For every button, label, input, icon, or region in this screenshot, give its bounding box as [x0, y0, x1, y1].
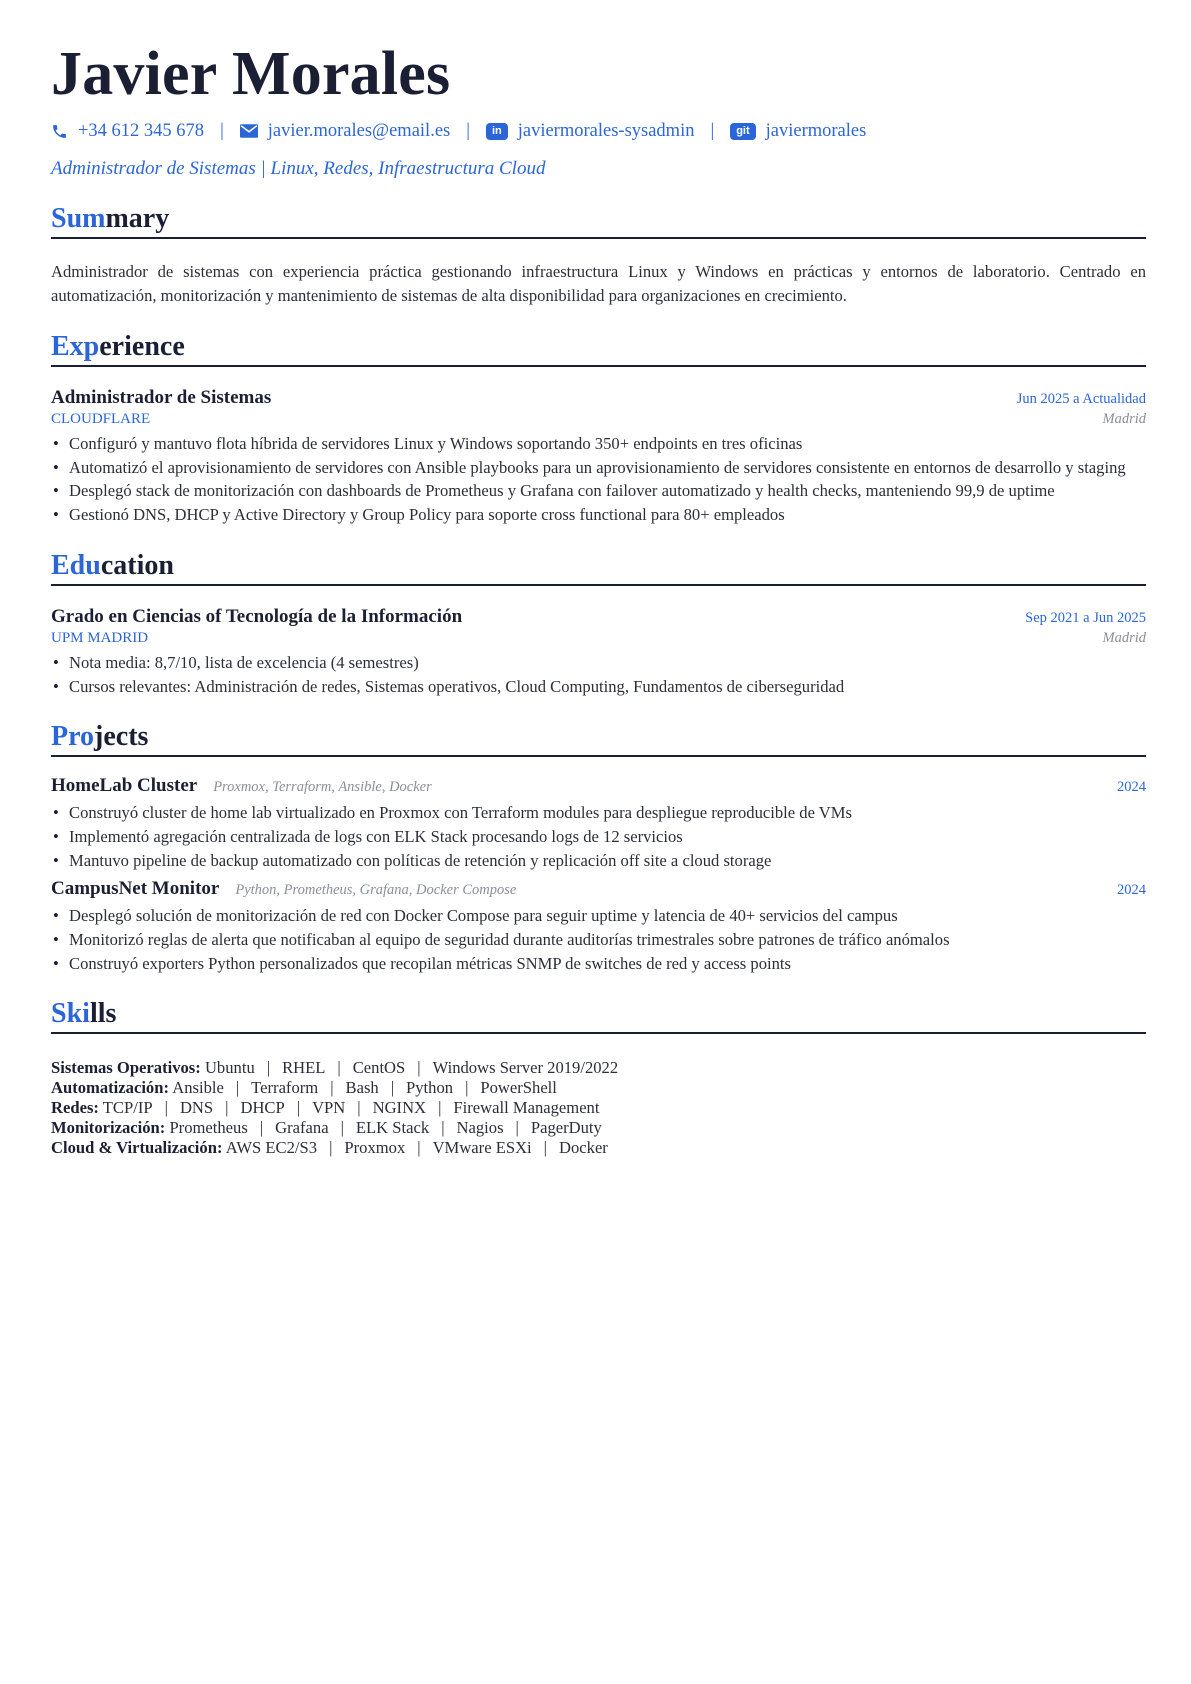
- tagline: Administrador de Sistemas | Linux, Redes, Infraestructura Cloud: [51, 158, 546, 179]
- skill-separator: |: [340, 1117, 344, 1137]
- list-item: • Gestionó DNS, DHCP y Active Directory y Group Policy para soporte cross functional para 80+ empleados: [51, 503, 1146, 527]
- skill-separator: |: [164, 1098, 168, 1118]
- project-tech: Proxmox, Terraform, Ansible, Docker: [213, 779, 432, 796]
- skill-separator: |: [259, 1117, 264, 1137]
- skill-separator: |: [235, 1078, 240, 1098]
- bullet-list: [51, 432, 1146, 527]
- skill-label: Cloud & Virtualización:: [51, 1137, 223, 1157]
- phone-icon: [51, 123, 68, 140]
- resume-page: [51, 36, 1146, 1157]
- skill-separator: |: [266, 1058, 271, 1078]
- skill-item: DHCP: [240, 1098, 285, 1118]
- skill-item: Windows Server 2019/2022: [432, 1058, 619, 1078]
- email-text: javier.morales@email.es: [267, 120, 451, 141]
- section-summary: [51, 202, 1146, 308]
- skill-item: CentOS: [352, 1058, 406, 1078]
- project-year: 2024: [1117, 779, 1146, 796]
- project-name: CampusNet Monitor Python, Prometheus, Grafana, Docker Compose: [51, 878, 517, 900]
- skill-separator: |: [357, 1098, 361, 1118]
- git-icon: git: [730, 123, 755, 140]
- contact-phone[interactable]: [51, 121, 204, 142]
- skill-item: RHEL: [282, 1058, 326, 1078]
- list-item: • Implementó agregación centralizada de logs con ELK Stack procesando logs de 12 servicios: [51, 825, 1146, 849]
- project-year: 2024: [1117, 882, 1146, 899]
- section-title: Skills: [51, 997, 1146, 1034]
- skill-item: AWS EC2/S3: [225, 1137, 318, 1157]
- skill-row: [51, 1118, 1146, 1138]
- skill-item: Terraform: [251, 1078, 319, 1098]
- bullet-list: [51, 651, 1146, 698]
- skill-separator: |: [225, 1098, 229, 1118]
- section-title: Projects: [51, 720, 1146, 757]
- linkedin-text: javiermorales-sysadmin: [517, 120, 695, 141]
- skill-row: [51, 1138, 1146, 1158]
- skill-separator: |: [330, 1078, 334, 1098]
- skill-label: Sistemas Operativos:: [51, 1058, 201, 1078]
- contact-bar: [51, 118, 1146, 144]
- project-entry: [51, 878, 1146, 975]
- skill-label: Automatización:: [51, 1078, 169, 1098]
- skill-separator: |: [337, 1058, 341, 1078]
- skill-item: Grafana: [275, 1117, 329, 1137]
- skill-item: Prometheus: [169, 1117, 248, 1137]
- education-entry: [51, 606, 1146, 698]
- skill-item: ELK Stack: [355, 1117, 430, 1137]
- project-entry: [51, 775, 1146, 872]
- skill-separator: |: [296, 1098, 301, 1118]
- skill-item: Nagios: [456, 1117, 504, 1137]
- section-title: Education: [51, 549, 1146, 586]
- job-location: Madrid: [1102, 411, 1146, 427]
- section-experience: [51, 330, 1146, 527]
- last-name: Morales: [232, 40, 451, 108]
- skill-item: VPN: [312, 1098, 346, 1118]
- skill-row: [51, 1098, 1146, 1118]
- skill-item: DNS: [179, 1098, 214, 1118]
- list-item: • Nota media: 8,7/10, lista de excelencia (4 semestres): [51, 651, 1146, 675]
- skill-item: Docker: [559, 1137, 608, 1157]
- github-text: javiermorales: [765, 120, 867, 141]
- skill-separator: |: [390, 1078, 395, 1098]
- list-item: • Monitorizó reglas de alerta que notificaban al equipo de seguridad durante auditorías trimestrales sobre patrones de tráfico anómalos: [51, 928, 1146, 952]
- skill-label: Redes:: [51, 1098, 99, 1118]
- section-education: [51, 549, 1146, 698]
- bullet-list: [51, 904, 1146, 975]
- skill-item: Ubuntu: [204, 1058, 255, 1078]
- linkedin-icon: in: [486, 123, 508, 140]
- skill-separator: |: [441, 1117, 445, 1137]
- skill-item: Ansible: [172, 1078, 224, 1098]
- project-name: HomeLab Cluster Proxmox, Terraform, Ansible, Docker: [51, 775, 432, 797]
- list-item: • Automatizó el aprovisionamiento de servidores con Ansible playbooks para un aprovisionamiento de servidores consistente en entornos de desarrollo y staging: [51, 456, 1146, 480]
- contact-email[interactable]: [240, 121, 450, 142]
- degree-title: Grado en Ciencias of Tecnología de la Información: [51, 605, 463, 627]
- list-item: • Desplegó stack de monitorización con dashboards de Prometheus y Grafana con failover automatizado y health checks, manteniendo 99,9 de uptime: [51, 479, 1146, 503]
- skill-separator: |: [329, 1137, 333, 1157]
- experience-entry: [51, 387, 1146, 527]
- skill-row: [51, 1078, 1146, 1098]
- list-item: • Mantuvo pipeline de backup automatizado con políticas de retención y replicación off site a cloud storage: [51, 849, 1146, 873]
- skill-separator: |: [465, 1078, 469, 1098]
- skill-item: Proxmox: [344, 1137, 406, 1157]
- skills-list: [51, 1058, 1146, 1157]
- envelope-icon: [240, 124, 258, 138]
- section-skills: [51, 997, 1146, 1157]
- section-projects: [51, 720, 1146, 975]
- section-title: Experience: [51, 330, 1146, 367]
- skill-item: PagerDuty: [530, 1117, 602, 1137]
- skill-item: TCP/IP: [102, 1098, 153, 1118]
- job-dates: Jun 2025 a Actualidad: [1016, 391, 1146, 407]
- company-name: CLOUDFLARE: [51, 411, 151, 427]
- first-name: Javier: [51, 40, 217, 108]
- skill-separator: |: [417, 1058, 421, 1078]
- skill-item: NGINX: [372, 1098, 427, 1118]
- contact-linkedin[interactable]: [486, 121, 695, 142]
- bullet-list: [51, 801, 1146, 872]
- section-title: Summary: [51, 202, 1146, 239]
- skill-separator: |: [543, 1137, 547, 1157]
- contact-separator: |: [220, 120, 224, 141]
- list-item: • Configuró y mantuvo flota híbrida de servidores Linux y Windows soportando 350+ endpoints en tres oficinas: [51, 432, 1146, 456]
- list-item: • Cursos relevantes: Administración de redes, Sistemas operativos, Cloud Computing, Fundamentos de ciberseguridad: [51, 675, 1146, 699]
- skill-item: Bash: [345, 1078, 379, 1098]
- project-tech: Python, Prometheus, Grafana, Docker Compose: [235, 882, 517, 899]
- school-name: UPM MADRID: [51, 629, 149, 646]
- job-title: Administrador de Sistemas: [51, 387, 272, 408]
- list-item: • Construyó exporters Python personalizados que recopilan métricas SNMP de switches de red y access points: [51, 952, 1146, 976]
- skill-item: Firewall Management: [453, 1098, 600, 1118]
- skill-item: Python: [406, 1078, 454, 1098]
- candidate-name: [51, 36, 1146, 112]
- skill-label: Monitorización:: [51, 1117, 166, 1137]
- list-item: • Desplegó solución de monitorización de red con Docker Compose para seguir uptime y latencia de 40+ servicios del campus: [51, 904, 1146, 928]
- summary-text: Administrador de sistemas con experiencia práctica gestionando infraestructura Linux y Windows en prácticas y entornos de laboratorio. Centrado en automatización, monitorización y mantenimiento de sistemas de alta disponibilidad para organizaciones en crecimiento.: [51, 262, 1146, 305]
- skill-item: PowerShell: [480, 1078, 557, 1098]
- skill-separator: |: [417, 1137, 421, 1157]
- school-location: Madrid: [1102, 629, 1146, 646]
- phone-text: +34 612 345 678: [78, 120, 205, 141]
- skill-separator: |: [438, 1098, 442, 1118]
- skill-item: VMware ESXi: [432, 1137, 532, 1157]
- contact-github[interactable]: [730, 121, 866, 142]
- list-item: • Construyó cluster de home lab virtualizado en Proxmox con Terraform modules para despliegue reproducible de VMs: [51, 801, 1146, 825]
- contact-separator: |: [466, 120, 470, 141]
- skill-row: [51, 1058, 1146, 1078]
- contact-separator: |: [710, 120, 715, 141]
- degree-dates: Sep 2021 a Jun 2025: [1025, 609, 1146, 626]
- skill-separator: |: [515, 1117, 519, 1137]
